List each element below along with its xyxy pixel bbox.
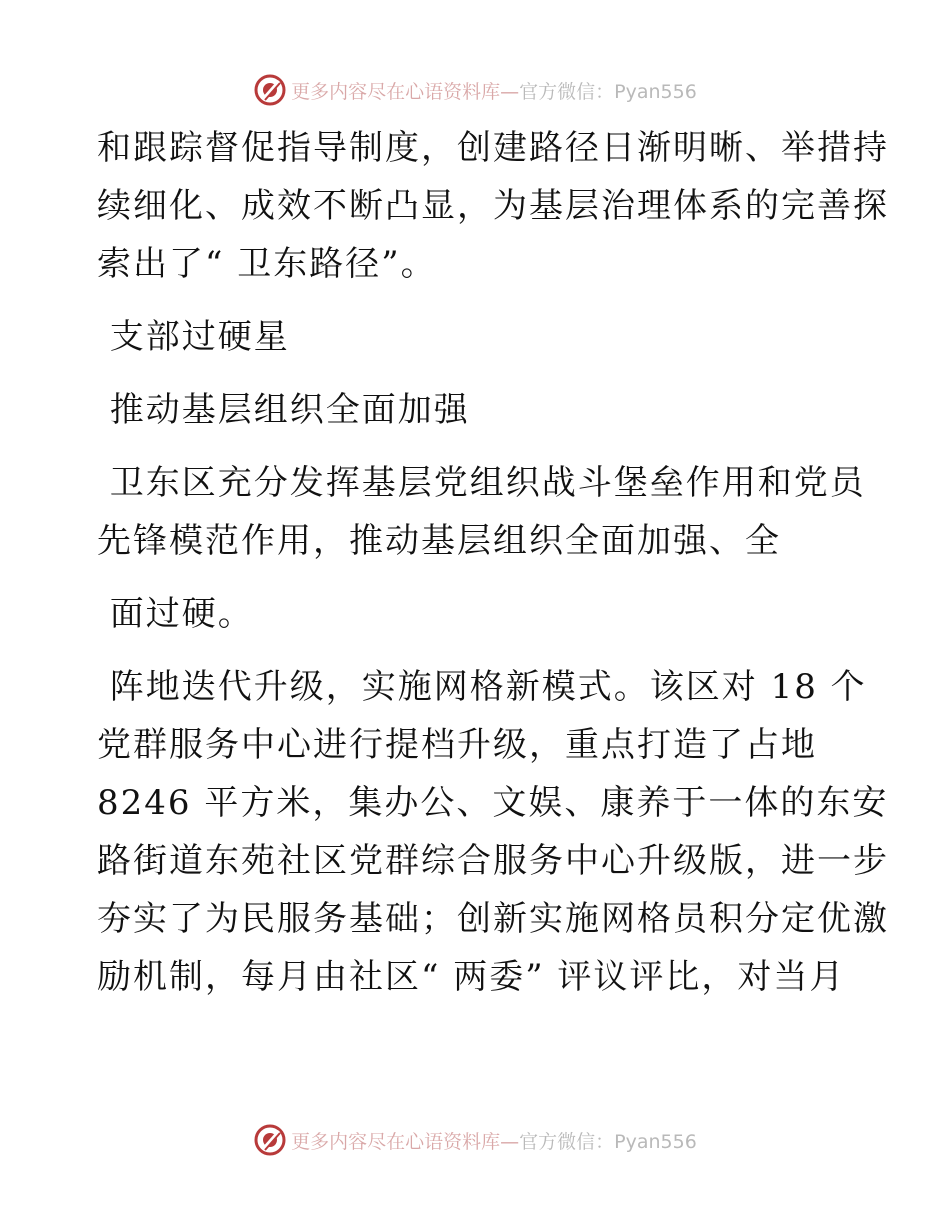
body-line: 励机制，每月由社区“ 两委” 评议评比，对当月 (97, 957, 846, 997)
body-line: 索出了“ 卫东路径”。 (97, 244, 437, 284)
body-line: 面过硬。 (97, 594, 254, 634)
library-logo-icon (253, 1123, 287, 1157)
library-logo-icon (253, 73, 287, 107)
body-line: 夯实了为民服务基础；创新实施网格员积分定优激 (97, 899, 889, 939)
footer-banner-wechat: 官方微信：Pyan556 (519, 1130, 697, 1153)
body-line: 先锋模范作用，推动基层组织全面加强、全 (97, 521, 781, 561)
body-line: 党群服务中心进行提档升级，重点打造了占地 (97, 725, 817, 765)
body-line: 阵地迭代升级，实施网格新模式。该区对 18 个 (97, 667, 867, 707)
body-line: 和跟踪督促指导制度，创建路径日渐明晰、举措持 (97, 128, 889, 168)
body-line: 续细化、成效不断凸显，为基层治理体系的完善探 (97, 186, 889, 226)
section-subheading: 推动基层组织全面加强 (97, 390, 470, 430)
header-banner-wechat: 官方微信：Pyan556 (519, 80, 697, 103)
header-banner (0, 70, 950, 110)
header-banner-main: 更多内容尽在心语资料库 (291, 80, 501, 103)
footer-banner-text (291, 1127, 697, 1154)
header-banner-separator: — (500, 80, 520, 103)
body-line: 卫东区充分发挥基层党组织战斗堡垒作用和党员 (97, 463, 866, 503)
header-banner-text (291, 77, 697, 104)
body-line: 8246 平方米，集办公、文娱、康养于一体的东安 (97, 783, 889, 823)
section-heading: 支部过硬星 (97, 317, 290, 357)
footer-banner-main: 更多内容尽在心语资料库 (291, 1130, 501, 1153)
footer-banner-separator: — (500, 1130, 520, 1153)
footer-banner (0, 1120, 950, 1160)
body-line: 路街道东苑社区党群综合服务中心升级版，进一步 (97, 841, 889, 881)
